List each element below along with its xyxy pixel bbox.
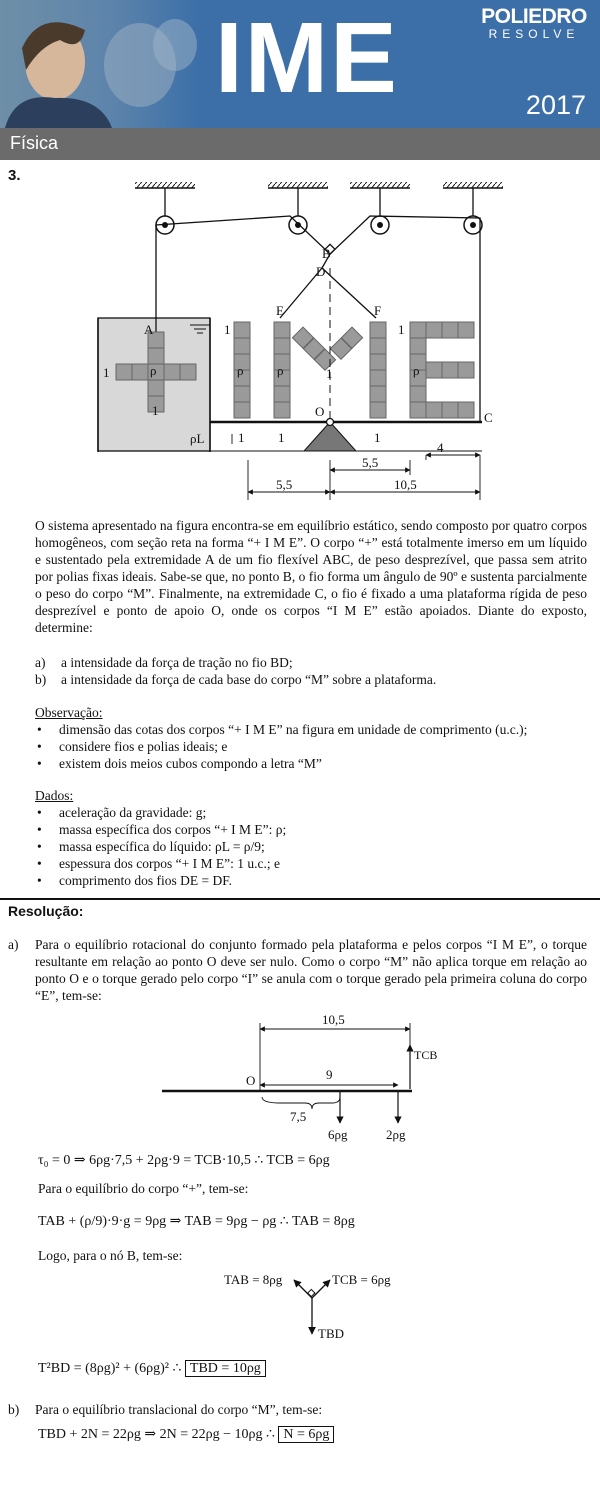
obs-item: • considere fios e polias ideais; e: [35, 738, 595, 755]
header-banner: [0, 0, 600, 128]
item-a: a) a intensidade da força de tração no fio BD;: [35, 655, 293, 670]
dim-1-m-base-left: 1: [278, 430, 285, 445]
brand-name: POLIEDRO: [481, 5, 587, 28]
point-b-label: B: [322, 246, 331, 261]
equation-plus: TAB + (ρ/9)·9·g = 9ρg ⇒ TAB = 9ρg − ρg ∴ TAB = 8ρg: [38, 1214, 355, 1229]
dim-4: 4: [437, 440, 444, 455]
dim-1-m-base-right: 1: [374, 430, 381, 445]
torque-figure: [150, 1005, 450, 1145]
fig2-point-o: O: [246, 1073, 256, 1088]
point-d-label: D: [316, 264, 326, 279]
fig2-t-cb: TCB: [414, 1048, 438, 1062]
rho-liquid: ρL: [190, 431, 205, 446]
dim-1-i-base: 1: [238, 430, 245, 445]
obs-item: • existem dois meios cubos compondo a letra “M”: [35, 755, 595, 772]
equation-n: TBD + 2N = 22ρg ⇒ 2N = 22ρg − 10ρg ∴ N = 6ρg: [38, 1426, 334, 1443]
fig3-t-cb: TCB = 6ρg: [332, 1272, 391, 1287]
equation-torque: τ₀ = 0 ⇒ 6ρg·7,5 + 2ρg·9 = TCB·10,5 ∴ TCB = 6ρg: [38, 1153, 330, 1168]
data-item: • comprimento dos fios DE = DF.: [35, 872, 595, 889]
point-a-label: A: [144, 322, 154, 337]
pulleys: [156, 216, 482, 234]
subject-label: Física: [10, 133, 59, 153]
question-items: [35, 654, 587, 688]
question-statement: O sistema apresentado na figura encontra-se em equilíbrio estático, sendo composto por quatro corpos homogêneos, com seção reta na forma “+ I M E”. O corpo “+” está totalmente imerso em um líquido e sustentado pela extremidade A de um fio flexível ABC, de peso desprezível, que passa sem atrito por polias fixas ideais. Sabe-se que, no ponto B, o fio forma um ângulo de 90º e sustenta parcialmente o peso do corpo “M”. Finalmente, na extremidade C, o fio é fixado a uma plataforma rígida de peso desprezível e ponto de apoio O, onde os corpos “I M E” estão apoiados. Diante do exposto, determine:: [35, 518, 587, 635]
data-list: [35, 804, 595, 889]
data-item: • espessura dos corpos “+ I M E”: 1 u.c.; e: [35, 855, 595, 872]
system-figure: [0, 160, 600, 505]
resolution-text-plus: Para o equilíbrio do corpo “+”, tem-se:: [38, 1181, 249, 1196]
equation-tbd: T²BD = (8ρg)² + (6ρg)² ∴ TBD = 10ρg: [38, 1360, 266, 1377]
answer-tbd-box: TBD = 10ρg: [185, 1360, 266, 1377]
fig3-t-ab: TAB = 8ρg: [224, 1272, 283, 1287]
dim-5-5-top: 5,5: [362, 455, 379, 470]
answer-n-box: N = 6ρg: [278, 1426, 334, 1443]
data-title: Dados:: [35, 788, 74, 803]
data-item: • massa específica do líquido: ρL = ρ/9;: [35, 838, 595, 855]
dim-1-plus-left: 1: [103, 365, 110, 380]
fig3-t-bd: TBD: [318, 1326, 344, 1341]
observation-title: Observação:: [35, 705, 103, 720]
rho-plus: ρ: [150, 363, 157, 378]
point-c-label: C: [484, 410, 493, 425]
rho-e: ρ: [413, 363, 420, 378]
resolution-b-label: b): [8, 1402, 20, 1417]
item-b: b) a intensidade da força de cada base do corpo “M” sobre a plataforma.: [35, 672, 437, 687]
question-number: 3.: [8, 167, 21, 184]
exam-year: 2017: [525, 90, 586, 120]
dim-1-e: 1: [398, 322, 405, 337]
dim-1-plus-bottom: 1: [152, 403, 159, 418]
fig2-dim-9: 9: [326, 1067, 333, 1082]
dim-1-m: 1: [326, 366, 333, 381]
dim-10-5: 10,5: [394, 477, 417, 492]
dim-1-i: 1: [224, 322, 231, 337]
section-divider: [0, 898, 600, 900]
data-item: • aceleração da gravidade: g;: [35, 804, 595, 821]
resolution-a-label: a): [8, 937, 19, 952]
subject-bar: [0, 128, 600, 160]
header-photo: [0, 0, 200, 128]
rho-i: ρ: [237, 363, 244, 378]
observation-list: [35, 721, 595, 772]
point-o-label: O: [315, 404, 325, 419]
fig2-force-2: 2ρg: [386, 1127, 406, 1142]
exam-title: IME: [215, 2, 399, 114]
brand-sub: RESOLVE: [488, 27, 580, 41]
dim-5-5-bottom: 5,5: [276, 477, 293, 492]
node-b-figure: [220, 1262, 420, 1352]
fig2-dim-10-5: 10,5: [322, 1012, 345, 1027]
resolution-title: Resolução:: [8, 903, 84, 919]
fig2-dim-7-5: 7,5: [290, 1109, 307, 1124]
point-e-label: E: [276, 303, 284, 318]
fig2-force-6: 6ρg: [328, 1127, 348, 1142]
resolution-b-text: Para o equilíbrio translacional do corpo “M”, tem-se:: [35, 1402, 323, 1417]
obs-item: • dimensão das cotas dos corpos “+ I M E” na figura em unidade de comprimento (u.c.);: [35, 721, 595, 738]
resolution-text-node: Logo, para o nó B, tem-se:: [38, 1248, 183, 1263]
resolution-a-text: Para o equilíbrio rotacional do conjunto formado pela plataforma e pelos corpos “I M E”, o torque resultante em relação ao ponto O deve ser nulo. Como o corpo “M” não aplica torque em relação ao ponto O e o torque gerado pelo corpo “I” se anula com o torque gerado pela primeira coluna do corpo “E”, tem-se:: [35, 937, 587, 1003]
data-item: • massa específica dos corpos “+ I M E”: ρ;: [35, 821, 595, 838]
point-f-label: F: [374, 303, 382, 318]
rho-m: ρ: [277, 363, 284, 378]
brand-logo: [478, 6, 590, 40]
